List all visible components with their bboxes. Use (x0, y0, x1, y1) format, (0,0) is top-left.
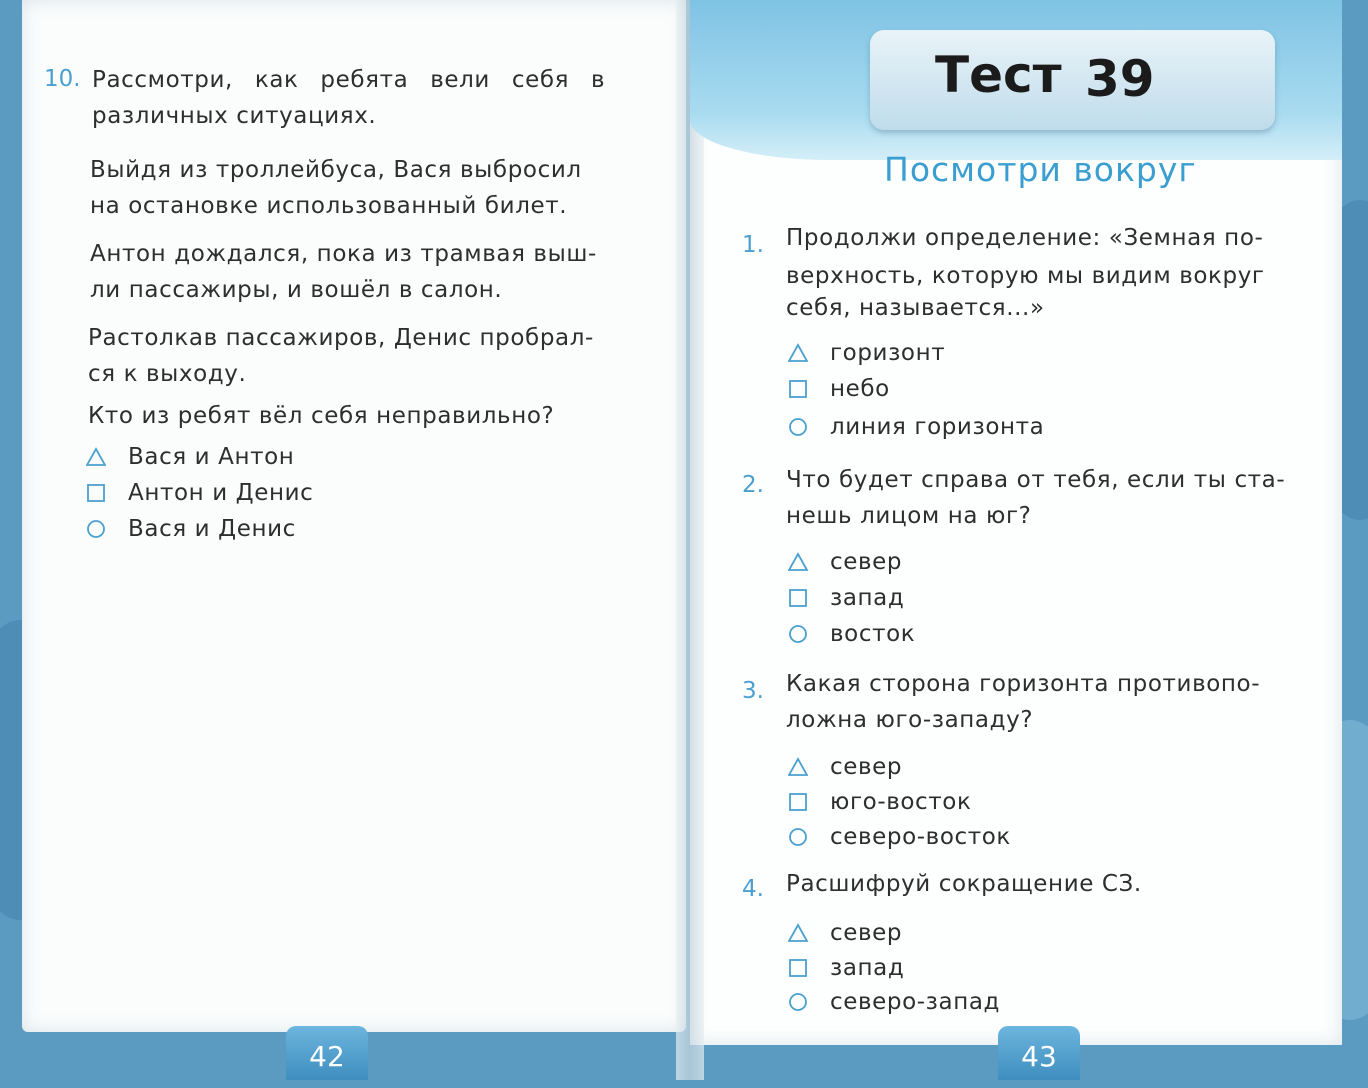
answer-option[interactable] (788, 410, 1044, 444)
answer-option-label: северо-запад (830, 989, 1001, 1015)
answer-option[interactable] (788, 916, 902, 950)
test-title-tab (870, 30, 1275, 130)
question-text-line: нешь лицом на юг? (786, 503, 1032, 529)
question-number: 1. (742, 232, 764, 258)
answer-option-label: линия горизонта (830, 414, 1045, 440)
book-gutter (676, 0, 704, 1080)
question-text-line: ся к выходу. (88, 361, 247, 387)
square-icon (788, 792, 808, 812)
answer-option-label: небо (830, 376, 890, 402)
triangle-icon (788, 757, 808, 777)
square-icon (86, 483, 106, 503)
circle-icon (788, 827, 808, 847)
question-text-line: ли пассажиры, и вошёл в салон. (90, 277, 503, 303)
answer-option-label: запад (830, 955, 905, 981)
answer-option-label: север (830, 920, 903, 946)
question-text-line: различных ситуациях. (92, 103, 377, 129)
question-number: 4. (742, 876, 764, 902)
answer-option-label: восток (830, 621, 916, 647)
question-number: 3. (742, 678, 764, 704)
answer-option[interactable] (86, 512, 296, 546)
circle-icon (86, 519, 106, 539)
circle-icon (788, 417, 808, 437)
test-number: 39 (1085, 50, 1155, 108)
question-text-line: Что будет справа от тебя, если ты ста- (786, 467, 1286, 493)
question-text-line: Рассмотри, как ребята вели себя в (92, 67, 606, 93)
triangle-icon (788, 343, 808, 363)
question-text-line: Выйдя из троллейбуса, Вася выбросил (90, 157, 582, 183)
test-title-word: Тест (935, 46, 1062, 104)
question-text-line: верхность, которую мы видим вокруг (786, 263, 1265, 289)
question-text-line: себя, называется...» (786, 295, 1045, 321)
question-number: 2. (742, 472, 764, 498)
answer-option-label: запад (830, 585, 905, 611)
answer-option[interactable] (788, 750, 902, 784)
answer-option[interactable] (788, 372, 890, 406)
answer-option[interactable] (788, 581, 904, 615)
square-icon (788, 379, 808, 399)
answer-option[interactable] (788, 985, 1000, 1019)
answer-option-label: Вася и Антон (128, 444, 295, 470)
question-text-line: Продолжи определение: «Земная по- (786, 225, 1264, 251)
question-text-line: Растолкав пассажиров, Денис пробрал- (88, 325, 594, 351)
question-text-line: на остановке использованный билет. (90, 193, 568, 219)
answer-option[interactable] (788, 785, 971, 819)
answer-option[interactable] (788, 820, 1011, 854)
answer-option[interactable] (788, 336, 945, 370)
triangle-icon (788, 923, 808, 943)
answer-option-label: горизонт (830, 340, 946, 366)
circle-icon (788, 992, 808, 1012)
answer-option[interactable] (86, 440, 294, 474)
question-text-line: Какая сторона горизонта противопо- (786, 671, 1261, 697)
square-icon (788, 958, 808, 978)
question-text-line: Кто из ребят вёл себя неправильно? (88, 403, 555, 429)
answer-option-label: юго-восток (830, 789, 972, 815)
answer-option-label: Антон и Денис (128, 480, 314, 506)
question-text-line: Расшифруй сокращение СЗ. (786, 871, 1142, 897)
question-text-line: Антон дождался, пока из трамвая выш- (90, 241, 597, 267)
triangle-icon (788, 552, 808, 572)
answer-option[interactable] (788, 951, 904, 985)
answer-option[interactable] (788, 545, 902, 579)
answer-option-label: северо-восток (830, 824, 1011, 850)
circle-icon (788, 624, 808, 644)
question-text-line: ложна юго-западу? (786, 707, 1034, 733)
page-number: 42 (286, 1026, 368, 1080)
question-number: 10. (44, 66, 81, 92)
triangle-icon (86, 447, 106, 467)
answer-option-label: север (830, 754, 903, 780)
square-icon (788, 588, 808, 608)
answer-option[interactable] (86, 476, 313, 510)
page-number: 43 (998, 1026, 1080, 1080)
answer-option-label: север (830, 549, 903, 575)
answer-option[interactable] (788, 617, 915, 651)
answer-option-label: Вася и Денис (128, 516, 296, 542)
test-subtitle: Посмотри вокруг (884, 150, 1197, 189)
